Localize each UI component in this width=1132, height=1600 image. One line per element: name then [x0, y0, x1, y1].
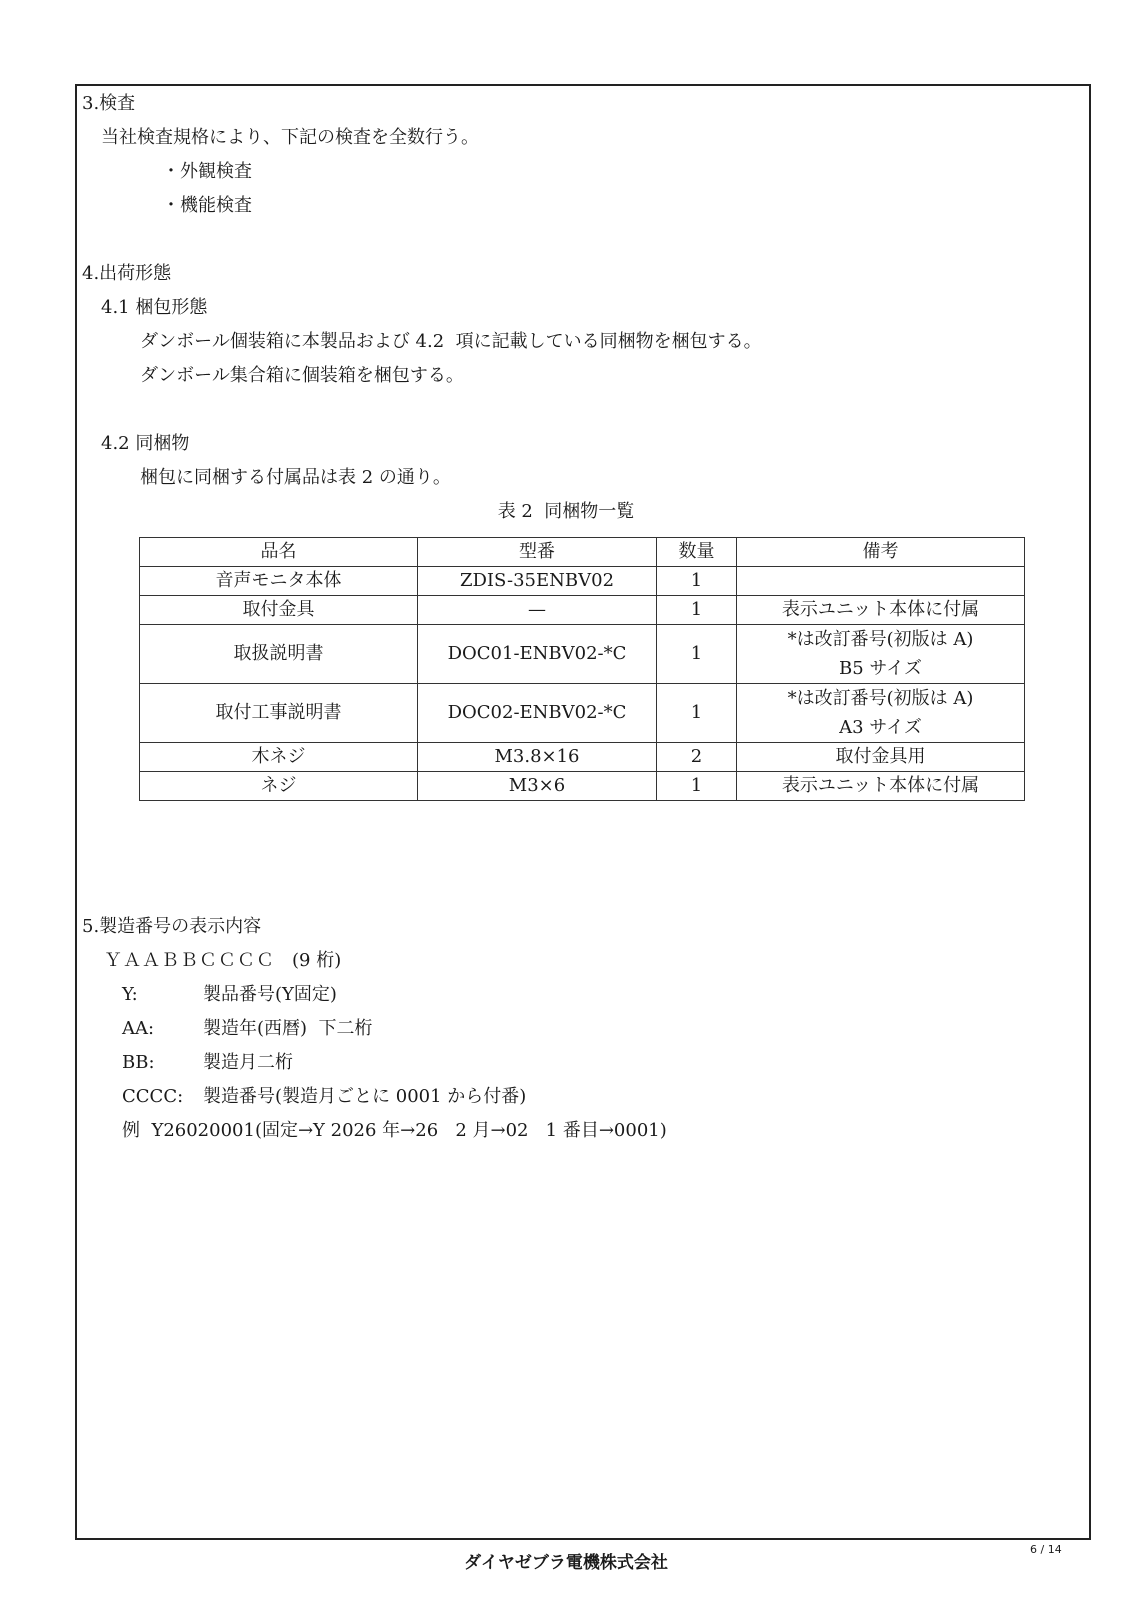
cell-note [737, 625, 1025, 684]
cell-name: 取付金具 [140, 596, 418, 625]
cell-qty: 1 [657, 684, 737, 743]
cell-note: 表示ユニット本体に付属 [737, 772, 1025, 801]
inspection-item: ・機能検査 [162, 195, 252, 216]
serial-field-desc: 製品番号(Y固定) [203, 984, 337, 1005]
cell-model: — [418, 596, 657, 625]
cell-qty: 1 [657, 567, 737, 596]
cell-name: 取扱説明書 [140, 625, 418, 684]
note-line: B5 サイズ [839, 658, 922, 679]
table-caption: 表 2 同梱物一覧 [497, 501, 635, 522]
footer-company-name: ダイヤゼブラ電機株式会社 [464, 1553, 668, 1573]
cell-note: 表示ユニット本体に付属 [737, 596, 1025, 625]
cell-name: ネジ [140, 772, 418, 801]
table-row [140, 625, 1025, 684]
serial-format-code: ＹＡＡＢＢＣＣＣＣ [104, 950, 275, 971]
section-4-2-heading: 4.2 同梱物 [101, 433, 190, 454]
cell-note [737, 684, 1025, 743]
table-header-row [140, 538, 1025, 567]
cell-model: ZDIS-35ENBV02 [418, 567, 657, 596]
cell-qty: 1 [657, 596, 737, 625]
serial-field-desc: 製造年(西暦) 下二桁 [203, 1018, 373, 1039]
section-3-heading: 3.検査 [82, 93, 136, 114]
cell-name: 取付工事説明書 [140, 684, 418, 743]
packing-line: ダンボール集合箱に個装箱を梱包する。 [140, 365, 464, 386]
note-line: *は改訂番号(初版は A) [787, 688, 974, 709]
page-number: 6 / 14 [1030, 1543, 1062, 1556]
cell-name: 音声モニタ本体 [140, 567, 418, 596]
section-5-heading: 5.製造番号の表示内容 [82, 916, 262, 937]
cell-note: 取付金具用 [737, 743, 1025, 772]
inspection-item: ・外観検査 [162, 161, 252, 182]
table-row [140, 772, 1025, 801]
note-line: *は改訂番号(初版は A) [787, 629, 974, 650]
serial-format-digits: (9 桁) [292, 950, 342, 971]
header-qty: 数量 [657, 538, 737, 567]
cell-qty: 1 [657, 625, 737, 684]
cell-model: DOC02-ENBV02-*C [418, 684, 657, 743]
page-border-frame [75, 84, 1091, 1540]
cell-model: M3.8×16 [418, 743, 657, 772]
serial-field-key: BB: [122, 1052, 155, 1073]
table-row [140, 596, 1025, 625]
cell-model: DOC01-ENBV02-*C [418, 625, 657, 684]
serial-field-desc: 製造月二桁 [203, 1052, 293, 1073]
header-model: 型番 [418, 538, 657, 567]
serial-field-key: Y: [122, 984, 138, 1005]
table-row [140, 743, 1025, 772]
note-line: A3 サイズ [839, 717, 922, 738]
section-4-2-intro: 梱包に同梱する付属品は表 2 の通り。 [140, 467, 451, 488]
packing-line: ダンボール個装箱に本製品および 4.2 項に記載している同梱物を梱包する。 [140, 331, 762, 352]
section-4-heading: 4.出荷形態 [82, 263, 172, 284]
bundled-items-table [139, 537, 1025, 801]
serial-field-key: AA: [122, 1018, 155, 1039]
table-row [140, 567, 1025, 596]
section-4-1-heading: 4.1 梱包形態 [101, 297, 208, 318]
section-3-intro: 当社検査規格により、下記の検査を全数行う。 [101, 127, 479, 148]
cell-model: M3×6 [418, 772, 657, 801]
cell-name: 木ネジ [140, 743, 418, 772]
serial-example: 例 Y26020001(固定→Y 2026 年→26 2 月→02 1 番目→0001) [122, 1120, 667, 1141]
table-row [140, 684, 1025, 743]
serial-field-key: CCCC: [122, 1086, 184, 1107]
header-note: 備考 [737, 538, 1025, 567]
serial-field-desc: 製造番号(製造月ごとに 0001 から付番) [203, 1086, 527, 1107]
cell-note [737, 567, 1025, 596]
header-name: 品名 [140, 538, 418, 567]
cell-qty: 1 [657, 772, 737, 801]
cell-qty: 2 [657, 743, 737, 772]
